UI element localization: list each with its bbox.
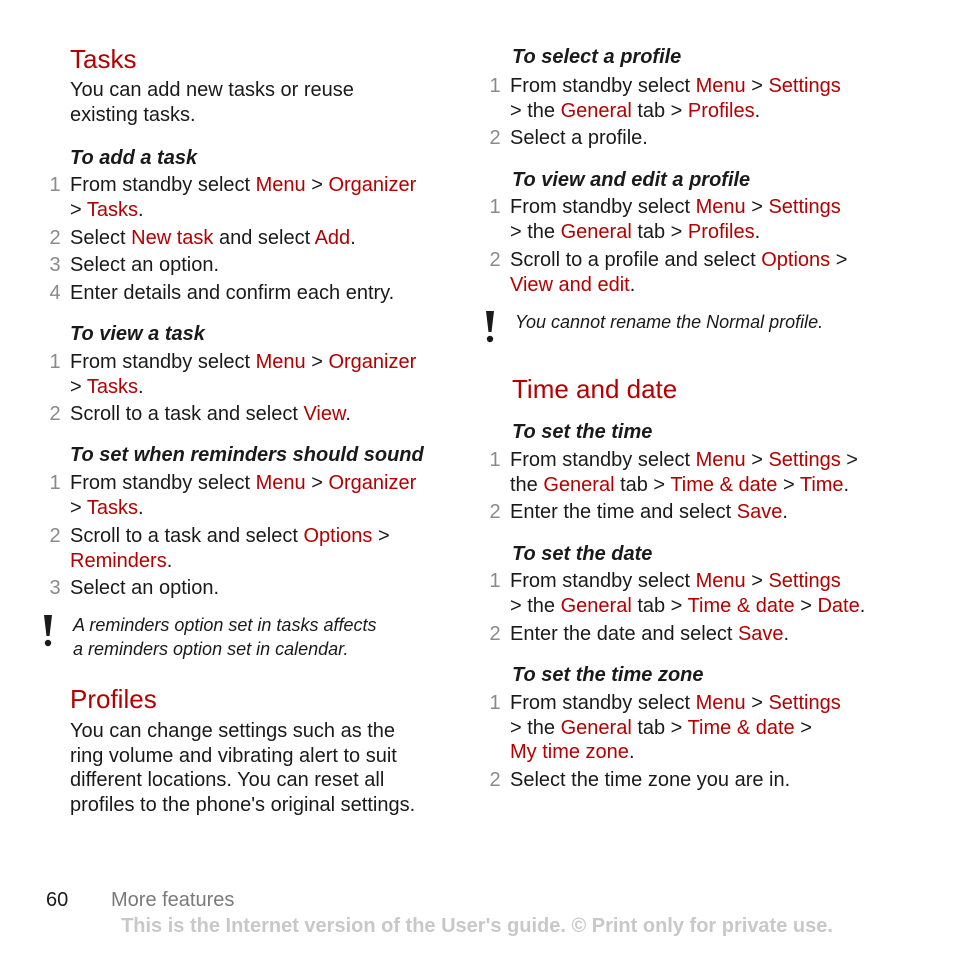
menu-term: Settings [768, 570, 841, 592]
step-text-segment: . [843, 473, 850, 496]
menu-term: Time & date [687, 594, 795, 617]
step-text-segment: tab > [614, 473, 671, 496]
menu-term: Menu [695, 75, 746, 97]
tasks-intro-line: existing tasks. [70, 103, 196, 126]
step-text-segment: . [628, 741, 635, 763]
step-line [510, 691, 841, 716]
step-text-segment: Select a profile. [510, 127, 648, 149]
menu-term: Save [736, 501, 783, 523]
step-text-segment: Enter the date and select [510, 623, 738, 645]
menu-term: Options [761, 249, 831, 271]
step-text-segment: and select [213, 227, 315, 249]
step-number: 1 [49, 351, 61, 373]
note-line: A reminders option set in tasks affects [73, 615, 377, 635]
step-text [70, 402, 351, 427]
step-number: 2 [489, 769, 501, 791]
menu-term: Settings [768, 449, 841, 471]
step-text-segment: Scroll to a task and select [70, 525, 304, 547]
step-text-segment: . [859, 594, 866, 617]
step-line [510, 569, 865, 594]
tasks-intro [70, 78, 354, 127]
step-number: 1 [489, 692, 501, 714]
step-text [70, 281, 394, 306]
menu-term: Organizer [328, 174, 417, 196]
edit-profile-title: To view and edit a profile [512, 169, 751, 191]
step-number: 3 [49, 254, 61, 276]
menu-term: Profiles [687, 99, 755, 122]
profile-note [515, 310, 823, 334]
menu-term: General [560, 220, 632, 243]
step-text-segment: Scroll to a profile and select [510, 249, 762, 271]
step-line [70, 402, 351, 427]
step-text-segment: > [305, 472, 329, 494]
step-text-segment: > [745, 75, 769, 97]
menu-term: New task [131, 227, 214, 249]
step-text [510, 569, 865, 618]
step-number: 1 [489, 570, 501, 592]
step-text-segment: From standby select [70, 351, 256, 373]
menu-term: Menu [255, 472, 306, 494]
step-text [510, 195, 841, 244]
step-line [510, 248, 847, 273]
step-text-segment: > [305, 174, 329, 196]
menu-term: Date [817, 594, 860, 617]
step-line [70, 496, 416, 521]
menu-term: General [560, 594, 632, 617]
step-text-segment: From standby select [70, 472, 256, 494]
menu-term: My time zone [510, 741, 629, 763]
menu-term: Organizer [328, 351, 417, 373]
step-line [510, 273, 847, 298]
step-text [510, 622, 789, 647]
menu-term: Menu [255, 351, 306, 373]
step-line [70, 350, 416, 375]
profiles-intro-line: different locations. You can reset all [70, 769, 385, 791]
section-name: More features [111, 889, 235, 911]
profiles-heading: Profiles [70, 684, 157, 714]
step-line [70, 198, 416, 223]
step-line [510, 768, 790, 793]
page-number: 60 [46, 889, 69, 911]
menu-term: Tasks [86, 198, 138, 221]
step-text-segment: > the [510, 594, 561, 617]
menu-term: Menu [255, 174, 306, 196]
step-text-segment: From standby select [510, 570, 696, 592]
step-text-segment: > the [510, 716, 561, 739]
set-time-title: To set the time [512, 421, 653, 443]
step-text [510, 768, 790, 793]
step-text-segment: > the [510, 99, 561, 122]
menu-term: Menu [695, 449, 746, 471]
step-text [70, 471, 416, 520]
menu-term: View and edit [510, 273, 630, 296]
reminders-title: To set when reminders should sound [70, 444, 424, 466]
step-text-segment: > [70, 198, 87, 221]
step-line [70, 226, 356, 251]
step-text-segment: From standby select [510, 449, 696, 471]
legal-notice: This is the Internet version of the User's guide. © Print only for private use. [121, 915, 833, 937]
step-text-segment: From standby select [510, 692, 696, 714]
step-line [510, 740, 841, 765]
warning-icon [42, 614, 54, 650]
step-line [510, 448, 858, 473]
menu-term: Profiles [687, 220, 755, 243]
menu-term: Menu [695, 570, 746, 592]
step-text [510, 248, 847, 297]
step-text-segment: > [745, 692, 769, 714]
menu-term: Tasks [86, 375, 138, 398]
step-text [510, 74, 841, 123]
profiles-intro-line: You can change settings such as the [70, 720, 396, 742]
step-number: 3 [49, 577, 61, 599]
note-line: You cannot rename the Normal profile. [515, 312, 824, 332]
step-text-segment: > [745, 196, 769, 218]
step-number: 2 [489, 623, 501, 645]
warning-icon [484, 310, 496, 346]
step-text-segment: . [782, 501, 788, 523]
menu-term: Menu [695, 692, 746, 714]
step-text-segment: > [794, 594, 818, 617]
step-text-segment: Select the time zone you are in. [510, 769, 791, 791]
step-text-segment: Enter the time and select [510, 501, 737, 523]
menu-term: Menu [695, 196, 746, 218]
step-text-segment: the [510, 473, 544, 496]
step-number: 1 [49, 472, 61, 494]
menu-term: Save [737, 623, 784, 645]
step-text [70, 226, 356, 251]
step-number: 2 [489, 501, 501, 523]
menu-term: Time & date [687, 716, 795, 739]
step-number: 1 [489, 196, 501, 218]
tasks-intro-line: You can add new tasks or reuse [70, 79, 354, 101]
step-text-segment: . [166, 549, 173, 572]
menu-term: General [560, 99, 632, 122]
step-line [70, 471, 416, 496]
step-number: 2 [49, 525, 61, 547]
step-text [70, 576, 219, 601]
menu-term: Tasks [86, 496, 138, 519]
menu-term: View [303, 403, 346, 425]
step-text-segment: > [305, 351, 329, 373]
step-number: 2 [489, 127, 501, 149]
step-line [510, 716, 841, 741]
step-number: 2 [49, 227, 61, 249]
step-text-segment: tab > [631, 716, 688, 739]
step-line [510, 473, 858, 498]
menu-term: Reminders [70, 549, 167, 572]
step-line [70, 281, 394, 306]
menu-term: Settings [768, 692, 841, 714]
step-text [70, 253, 219, 278]
step-number: 1 [49, 174, 61, 196]
step-text-segment: Enter details and confirm each entry. [70, 282, 395, 304]
step-text-segment: Select an option. [70, 254, 219, 276]
step-text-segment: . [754, 99, 761, 122]
step-text-segment: > [794, 716, 812, 739]
menu-term: Time [799, 473, 844, 496]
step-text-segment: From standby select [510, 75, 696, 97]
step-text-segment: From standby select [510, 196, 696, 218]
menu-term: Time & date [670, 473, 778, 496]
step-line [510, 99, 841, 124]
menu-term: General [560, 716, 632, 739]
step-text [510, 500, 788, 525]
step-line [510, 622, 789, 647]
step-line [510, 74, 841, 99]
step-line [510, 500, 788, 525]
menu-term: General [543, 473, 615, 496]
set-zone-title: To set the time zone [512, 664, 704, 686]
step-text-segment: > [70, 375, 87, 398]
step-text-segment: . [345, 403, 351, 425]
step-text-segment: Select an option. [70, 577, 219, 599]
step-number: 2 [489, 249, 501, 271]
step-text-segment: . [350, 227, 356, 249]
step-line [70, 576, 219, 601]
profiles-intro-line: ring volume and vibrating alert to suit [70, 744, 397, 767]
menu-term: Settings [768, 196, 841, 218]
step-text-segment: > [830, 249, 848, 271]
menu-term: Add [314, 227, 351, 249]
step-text-segment: . [629, 273, 636, 296]
step-text [70, 524, 390, 573]
step-text-segment: . [138, 198, 144, 221]
step-text-segment: tab > [631, 99, 688, 122]
step-text-segment: > [777, 473, 800, 496]
step-text-segment: Select [70, 227, 132, 249]
menu-term: Settings [768, 75, 841, 97]
step-text-segment: > [745, 570, 769, 592]
step-text-segment: > [70, 496, 87, 519]
add-task-title: To add a task [70, 147, 198, 169]
step-text [510, 448, 858, 497]
note-line: a reminders option set in calendar. [73, 639, 349, 659]
menu-term: Organizer [328, 472, 417, 494]
step-line [510, 594, 865, 619]
step-text-segment: . [138, 375, 144, 398]
step-text-segment: Scroll to a task and select [70, 403, 304, 425]
time-date-heading: Time and date [512, 374, 678, 404]
step-number: 1 [489, 449, 501, 471]
step-line [70, 173, 416, 198]
step-text-segment: From standby select [70, 174, 256, 196]
step-text-segment: > [840, 449, 858, 471]
step-text-segment: tab > [631, 594, 688, 617]
step-text-segment: . [138, 496, 144, 519]
profiles-intro [70, 719, 415, 817]
step-text [510, 691, 841, 765]
tasks-heading: Tasks [70, 44, 137, 74]
step-text-segment: . [783, 623, 790, 645]
set-date-title: To set the date [512, 543, 653, 565]
step-line [510, 195, 841, 220]
select-profile-title: To select a profile [512, 46, 682, 68]
step-text-segment: > the [510, 220, 561, 243]
profiles-intro-line: profiles to the phone's original settings. [70, 793, 416, 816]
step-text-segment: > [372, 525, 390, 547]
step-line [70, 549, 390, 574]
step-text [70, 173, 416, 222]
step-text-segment: . [754, 220, 761, 243]
step-line [70, 524, 390, 549]
step-number: 4 [49, 282, 61, 304]
step-text [510, 126, 648, 151]
step-number: 1 [489, 75, 501, 97]
step-text-segment: tab > [631, 220, 688, 243]
step-line [70, 253, 219, 278]
menu-term: Options [303, 525, 373, 547]
step-line [510, 220, 841, 245]
step-number: 2 [49, 403, 61, 425]
step-text-segment: > [745, 449, 769, 471]
step-text [70, 350, 416, 399]
step-line [510, 126, 648, 151]
step-line [70, 375, 416, 400]
view-task-title: To view a task [70, 323, 205, 345]
reminders-note [73, 613, 376, 661]
